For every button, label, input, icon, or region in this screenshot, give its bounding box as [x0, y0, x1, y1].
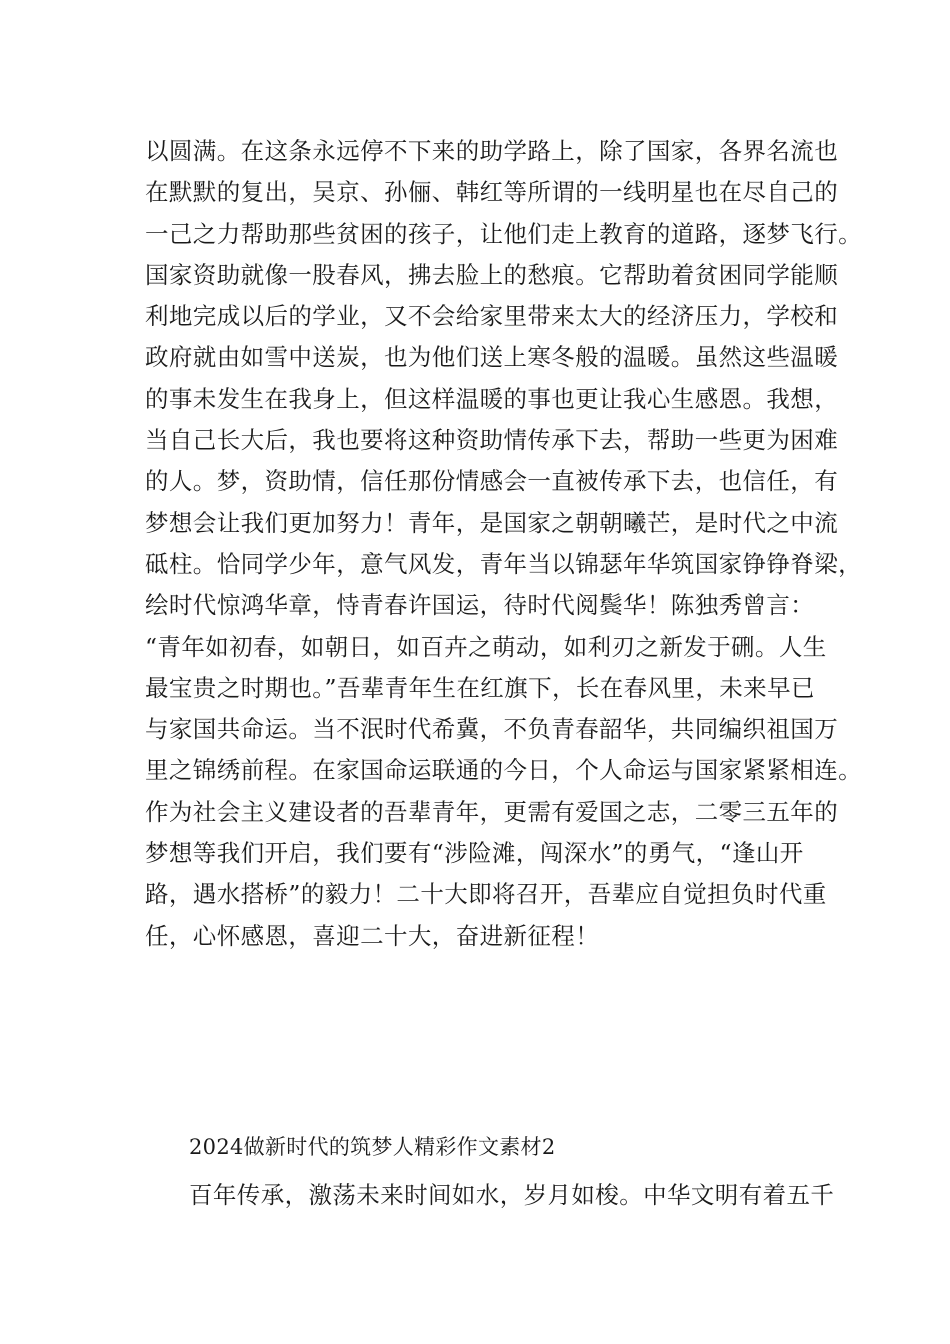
- paragraph-line: 与家国共命运。当不泯时代希冀，不负青春韶华，共同编织祖国万: [145, 715, 839, 744]
- paragraph-line: 作为社会主义建设者的吾辈青年，更需有爱国之志，二零三五年的: [145, 797, 839, 826]
- body-paragraph: [145, 131, 862, 957]
- paragraph-line: 最宝贵之时期也。”吾辈青年生在红旗下，长在春风里，未来早已: [145, 673, 815, 702]
- paragraph-line: 里之锦绣前程。在家国命运联通的今日，个人命运与国家紧紧相连。: [145, 756, 862, 785]
- paragraph-line: 以圆满。在这条永远停不下来的助学路上，除了国家，各界名流也: [145, 137, 839, 165]
- paragraph-line: “青年如初春，如朝日，如百卉之萌动，如利刃之新发于硎。人生: [145, 632, 827, 661]
- paragraph-line: 当自己长大后，我也要将这种资助情传承下去，帮助一些更为困难: [145, 426, 839, 455]
- paragraph-line: 砥柱。恰同学少年，意气风发，青年当以锦瑟年华筑国家铮铮脊梁，: [145, 549, 862, 578]
- paragraph-line: 路，遇水搭桥”的毅力！二十大即将召开，吾辈应自觉担负时代重: [145, 880, 827, 909]
- paragraph-line: 的事未发生在我身上，但这样温暖的事也更让我心生感恩。我想，: [145, 384, 839, 413]
- next-paragraph: 百年传承，激荡未来时间如水，岁月如梭。中华文明有着五千: [189, 1181, 835, 1209]
- section-heading: 2024做新时代的筑梦人精彩作文素材2: [189, 1135, 556, 1159]
- paragraph-line: 政府就由如雪中送炭，也为他们送上寒冬般的温暖。虽然这些温暖: [145, 343, 839, 372]
- paragraph-line: 利地完成以后的学业，又不会给家里带来太大的经济压力，学校和: [145, 302, 839, 331]
- paragraph-line: 国家资助就像一股春风，拂去脸上的愁痕。它帮助着贫困同学能顺: [145, 260, 839, 289]
- paragraph-line: 一己之力帮助那些贫困的孩子，让他们走上教育的道路，逐梦飞行。: [145, 219, 862, 248]
- paragraph-line: 在默默的复出，吴京、孙俪、韩红等所谓的一线明星也在尽自己的: [145, 178, 839, 207]
- paragraph-line: 梦想等我们开启，我们要有“涉险滩，闯深水”的勇气，“逢山开: [145, 839, 804, 868]
- paragraph-line: 梦想会让我们更加努力！青年，是国家之朝朝曦芒，是时代之中流: [145, 508, 839, 537]
- paragraph-line: 任，心怀感恩，喜迎二十大，奋进新征程！: [145, 921, 600, 950]
- paragraph-line: 绘时代惊鸿华章，恃青春许国运，待时代阅鬓华！陈独秀曾言：: [145, 591, 815, 620]
- paragraph-line: 的人。梦，资助情，信任那份情感会一直被传承下去，也信任，有: [145, 467, 839, 496]
